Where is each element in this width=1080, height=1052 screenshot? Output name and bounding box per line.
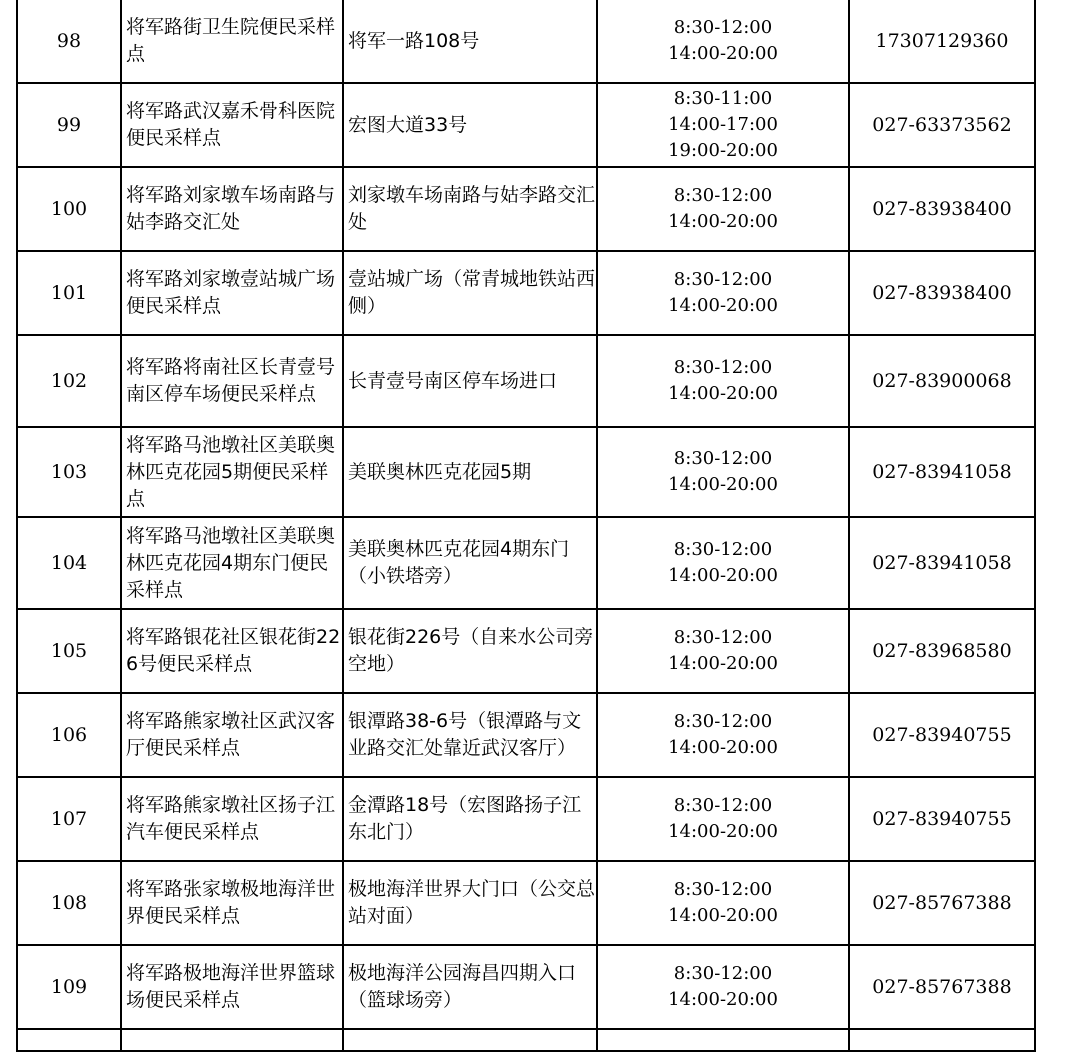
cell-site-name bbox=[121, 945, 343, 1029]
cell-hours bbox=[597, 861, 849, 945]
cell-site-name bbox=[121, 335, 343, 427]
address-text: 将军一路108号 bbox=[348, 29, 480, 52]
site-name-text: 将军路武汉嘉禾骨科医院便民采样点 bbox=[126, 100, 336, 149]
address-text: 宏图大道33号 bbox=[348, 113, 468, 136]
hours-line: 19:00-20:00 bbox=[668, 140, 778, 161]
cell-site-name bbox=[121, 83, 343, 167]
site-name-text: 将军路刘家墩车场南路与姑李路交汇处 bbox=[126, 184, 336, 233]
empty-cell bbox=[849, 1029, 1035, 1051]
cell-site-name bbox=[121, 251, 343, 335]
cell-phone: 027-83941058 bbox=[849, 517, 1035, 609]
cell-site-name bbox=[121, 861, 343, 945]
hours-line: 14:00-20:00 bbox=[668, 737, 778, 758]
address-text: 长青壹号南区停车场进口 bbox=[348, 369, 558, 392]
empty-cell bbox=[343, 1029, 597, 1051]
cell-address bbox=[343, 609, 597, 693]
cell-phone: 027-83900068 bbox=[849, 335, 1035, 427]
site-name-text: 将军路张家墩极地海洋世界便民采样点 bbox=[126, 878, 336, 927]
site-name-text: 将军路极地海洋世界篮球场便民采样点 bbox=[126, 962, 336, 1011]
cell-address bbox=[343, 167, 597, 251]
cell-phone: 027-83941058 bbox=[849, 427, 1035, 517]
hours-line: 14:00-20:00 bbox=[668, 211, 778, 232]
hours-line: 8:30-12:00 bbox=[673, 879, 773, 900]
cell-phone: 027-83968580 bbox=[849, 609, 1035, 693]
cell-address bbox=[343, 861, 597, 945]
cell-hours bbox=[597, 335, 849, 427]
address-text: 壹站城广场（常青城地铁站西侧） bbox=[348, 268, 596, 317]
address-text: 银花街226号（自来水公司旁空地） bbox=[348, 626, 594, 675]
cell-site-name bbox=[121, 609, 343, 693]
table-row bbox=[17, 945, 1035, 1029]
sampling-sites-table bbox=[16, 0, 1036, 1052]
site-name-text: 将军路马池墩社区美联奥林匹克花园4期东门便民采样点 bbox=[126, 524, 336, 601]
cell-number: 101 bbox=[17, 251, 121, 335]
table-row bbox=[17, 777, 1035, 861]
cell-hours bbox=[597, 777, 849, 861]
cell-hours bbox=[597, 517, 849, 609]
hours-line: 8:30-12:00 bbox=[673, 17, 773, 38]
cell-address bbox=[343, 517, 597, 609]
cell-hours bbox=[597, 83, 849, 167]
cell-number: 107 bbox=[17, 777, 121, 861]
cell-hours bbox=[597, 167, 849, 251]
cell-phone: 027-63373562 bbox=[849, 83, 1035, 167]
hours-line: 14:00-20:00 bbox=[668, 905, 778, 926]
table-row bbox=[17, 251, 1035, 335]
table-row bbox=[17, 861, 1035, 945]
hours-line: 14:00-20:00 bbox=[668, 295, 778, 316]
site-name-text: 将军路街卫生院便民采样点 bbox=[126, 16, 336, 65]
site-name-text: 将军路马池墩社区美联奥林匹克花园5期便民采样点 bbox=[126, 433, 336, 510]
cell-phone: 027-83938400 bbox=[849, 167, 1035, 251]
cell-site-name bbox=[121, 427, 343, 517]
cell-address bbox=[343, 777, 597, 861]
cell-hours bbox=[597, 609, 849, 693]
address-text: 刘家墩车场南路与姑李路交汇处 bbox=[348, 184, 596, 233]
site-name-text: 将军路熊家墩社区扬子江汽车便民采样点 bbox=[126, 794, 336, 843]
cell-number: 109 bbox=[17, 945, 121, 1029]
cell-site-name bbox=[121, 167, 343, 251]
hours-line: 14:00-20:00 bbox=[668, 989, 778, 1010]
empty-cell bbox=[17, 1029, 121, 1051]
hours-line: 8:30-12:00 bbox=[673, 185, 773, 206]
site-name-text: 将军路银花社区银花街226号便民采样点 bbox=[126, 626, 341, 675]
table-row-partial bbox=[17, 1029, 1035, 1051]
site-name-text: 将军路将南社区长青壹号南区停车场便民采样点 bbox=[126, 356, 336, 405]
hours-line: 14:00-20:00 bbox=[668, 821, 778, 842]
cell-address bbox=[343, 335, 597, 427]
table-row bbox=[17, 0, 1035, 83]
hours-line: 8:30-12:00 bbox=[673, 963, 773, 984]
cell-phone: 027-83940755 bbox=[849, 777, 1035, 861]
table-row bbox=[17, 335, 1035, 427]
cell-number: 103 bbox=[17, 427, 121, 517]
cell-phone: 027-83938400 bbox=[849, 251, 1035, 335]
empty-cell bbox=[121, 1029, 343, 1051]
hours-line: 8:30-12:00 bbox=[673, 711, 773, 732]
table-row bbox=[17, 427, 1035, 517]
cell-address bbox=[343, 0, 597, 83]
cell-hours bbox=[597, 251, 849, 335]
empty-cell bbox=[597, 1029, 849, 1051]
hours-line: 8:30-12:00 bbox=[673, 795, 773, 816]
cell-site-name bbox=[121, 0, 343, 83]
table-row bbox=[17, 693, 1035, 777]
cell-phone: 027-85767388 bbox=[849, 945, 1035, 1029]
table-row bbox=[17, 517, 1035, 609]
address-text: 金潭路18号（宏图路扬子江东北门） bbox=[348, 794, 582, 843]
site-name-text: 将军路刘家墩壹站城广场便民采样点 bbox=[126, 268, 336, 317]
hours-line: 14:00-20:00 bbox=[668, 653, 778, 674]
cell-hours bbox=[597, 693, 849, 777]
hours-line: 8:30-12:00 bbox=[673, 269, 773, 290]
cell-address bbox=[343, 251, 597, 335]
address-text: 美联奥林匹克花园5期 bbox=[348, 460, 532, 483]
table-row bbox=[17, 83, 1035, 167]
table-body bbox=[17, 0, 1035, 1051]
site-name-text: 将军路熊家墩社区武汉客厅便民采样点 bbox=[126, 710, 336, 759]
hours-line: 14:00-17:00 bbox=[668, 114, 778, 135]
cell-number: 105 bbox=[17, 609, 121, 693]
hours-line: 8:30-12:00 bbox=[673, 448, 773, 469]
address-text: 美联奥林匹克花园4期东门（小铁塔旁） bbox=[348, 538, 570, 587]
hours-line: 14:00-20:00 bbox=[668, 474, 778, 495]
cell-phone: 027-83940755 bbox=[849, 693, 1035, 777]
hours-line: 8:30-11:00 bbox=[673, 88, 773, 109]
hours-line: 14:00-20:00 bbox=[668, 565, 778, 586]
cell-number: 102 bbox=[17, 335, 121, 427]
cell-hours bbox=[597, 427, 849, 517]
address-text: 极地海洋公园海昌四期入口（篮球场旁） bbox=[348, 962, 577, 1011]
cell-site-name bbox=[121, 777, 343, 861]
cell-number: 108 bbox=[17, 861, 121, 945]
cell-address bbox=[343, 693, 597, 777]
cell-number: 104 bbox=[17, 517, 121, 609]
hours-line: 8:30-12:00 bbox=[673, 357, 773, 378]
address-text: 银潭路38-6号（银潭路与文业路交汇处靠近武汉客厅） bbox=[348, 710, 582, 759]
cell-number: 106 bbox=[17, 693, 121, 777]
table-row bbox=[17, 609, 1035, 693]
address-text: 极地海洋世界大门口（公交总站对面） bbox=[348, 878, 596, 927]
cell-hours bbox=[597, 945, 849, 1029]
table-row bbox=[17, 167, 1035, 251]
cell-phone: 027-85767388 bbox=[849, 861, 1035, 945]
cell-site-name bbox=[121, 517, 343, 609]
cell-hours bbox=[597, 0, 849, 83]
hours-line: 8:30-12:00 bbox=[673, 627, 773, 648]
hours-line: 14:00-20:00 bbox=[668, 43, 778, 64]
hours-line: 8:30-12:00 bbox=[673, 539, 773, 560]
hours-line: 14:00-20:00 bbox=[668, 383, 778, 404]
cell-address bbox=[343, 427, 597, 517]
cell-address bbox=[343, 83, 597, 167]
cell-number: 100 bbox=[17, 167, 121, 251]
cell-number: 99 bbox=[17, 83, 121, 167]
cell-phone: 17307129360 bbox=[849, 0, 1035, 83]
cell-site-name bbox=[121, 693, 343, 777]
cell-address bbox=[343, 945, 597, 1029]
cell-number: 98 bbox=[17, 0, 121, 83]
